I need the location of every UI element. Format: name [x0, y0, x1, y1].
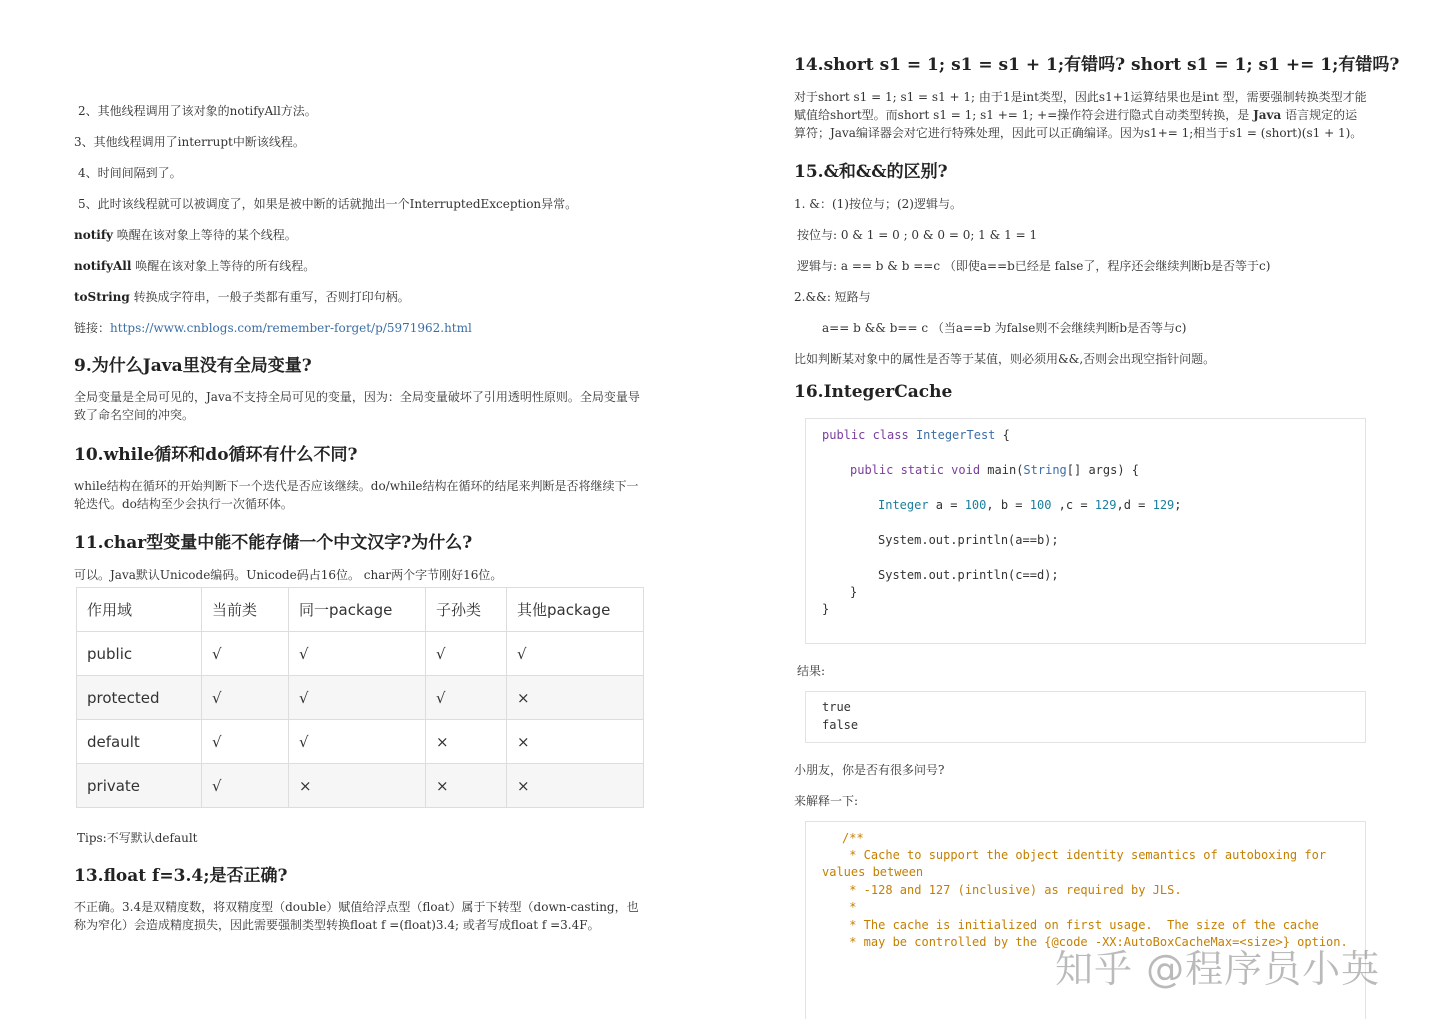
notifyall-desc: 唤醒在该对象上等待的所有线程。: [131, 259, 316, 273]
q14-body-bold: Java: [1253, 108, 1282, 122]
table-header-row: [77, 588, 644, 632]
code-line: System.out.println(a==b);: [878, 533, 1059, 547]
code-line: * Cache to support the object identity semantics of autoboxing for: [842, 848, 1327, 862]
table-header: 当前类: [202, 588, 289, 632]
code-line: * may be controlled by the {@code -XX:AutoBoxCacheMax=<size>} option.: [842, 935, 1348, 949]
explain-line: 来解释一下:: [794, 794, 859, 808]
table-header: 其他package: [507, 588, 644, 632]
tostring-term: toString: [74, 290, 130, 304]
table-cell: ×: [507, 720, 644, 764]
code-line: * -128 and 127 (inclusive) as required by JLS.: [842, 883, 1182, 897]
code-line: *: [842, 900, 857, 914]
result-label: 结果:: [797, 664, 826, 678]
notify-term: notify: [74, 228, 113, 242]
q16-title: 16.IntegerCache: [794, 382, 953, 402]
q14-body: [794, 88, 1369, 142]
table-cell: default: [77, 720, 202, 764]
q15-title: 15.&和&&的区别?: [794, 162, 948, 182]
table-header: 子孙类: [426, 588, 507, 632]
table-cell: √: [507, 632, 644, 676]
table-cell: √: [289, 720, 426, 764]
table-cell: √: [426, 632, 507, 676]
tips: Tips:不写默认default: [77, 831, 198, 845]
notify-desc: 唤醒在该对象上等待的某个线程。: [112, 228, 297, 242]
table-row: [77, 632, 644, 676]
link-label: 链接：: [74, 321, 111, 335]
q15-line: 逻辑与: a == b & b ==c （即使a==b已经是 false了，程序还会继续判断b是否等于c): [797, 259, 1271, 273]
table-cell: ×: [289, 764, 426, 808]
code-line: System.out.println(c==d);: [878, 568, 1059, 582]
access-modifier-table: [76, 587, 644, 808]
list-item: 5、此时该线程就可以被调度了，如果是被中断的话就抛出一个InterruptedException异常。: [78, 197, 578, 211]
table-cell: private: [77, 764, 202, 808]
q15-line: 2.&&: 短路与: [794, 290, 871, 304]
watermark: 知乎 @程序员小英: [1055, 947, 1381, 991]
q10-body: while结构在循环的开始判断下一个迭代是否应该继续。do/while结构在循环的结尾来判断是否将继续下一轮迭代。do结构至少会执行一次循环体。: [74, 479, 639, 511]
code-line: public static void main(String[] args) {: [850, 463, 1140, 477]
notifyall-line: [74, 257, 315, 274]
table-cell: ×: [507, 676, 644, 720]
table-cell: √: [289, 632, 426, 676]
code-line: }: [850, 585, 858, 599]
code-line: /**: [842, 831, 864, 845]
code-line: * The cache is initialized on first usage. The size of the cache: [842, 918, 1319, 932]
q11-body: 可以。Java默认Unicode编码。Unicode码占16位。 char两个字节刚好16位。: [74, 568, 503, 582]
question-line: 小朋友，你是否有很多问号?: [794, 763, 945, 777]
link-line: [74, 319, 472, 336]
table-row: [77, 764, 644, 808]
code-line: }: [822, 602, 830, 616]
list-item: 4、时间间隔到了。: [78, 166, 182, 180]
table-cell: √: [202, 632, 289, 676]
table-row: [77, 720, 644, 764]
q14-body-pre: 对于short s1 = 1; s1 = s1 + 1; 由于1是int类型，因此s1+1运算结果也是int 型，需要强制转换类型才能赋值给short型。而short s1 = 1; s1 += 1; +=操作符会进行隐式自动类型转换，是: [794, 90, 1367, 122]
list-item: 3、其他线程调用了interrupt中断该线程。: [74, 135, 305, 149]
table-cell: ×: [426, 764, 507, 808]
table-row: [77, 676, 644, 720]
table-cell: √: [202, 764, 289, 808]
q15-line: 按位与: 0 & 1 = 0 ; 0 & 0 = 0; 1 & 1 = 1: [797, 228, 1038, 242]
q15-line: 1. &：(1)按位与；(2)逻辑与。: [794, 197, 962, 211]
q11-title: 11.char型变量中能不能存储一个中文汉字?为什么?: [74, 533, 473, 553]
q15-line: a== b && b== c （当a==b 为false则不会继续判断b是否等与c): [822, 321, 1187, 335]
tostring-desc: 转换成字符串，一般子类都有重写，否则打印句柄。: [129, 290, 410, 304]
q14-title: 14.short s1 = 1; s1 = s1 + 1;有错吗? short s1 = 1; s1 += 1;有错吗?: [794, 55, 1400, 75]
q10-title: 10.while循环和do循环有什么不同?: [74, 445, 358, 465]
code-block-integertest: [805, 418, 1366, 644]
code-line: false: [822, 718, 859, 732]
table-cell: ×: [507, 764, 644, 808]
table-cell: √: [289, 676, 426, 720]
list-item: 2、其他线程调用了该对象的notifyAll方法。: [78, 104, 317, 118]
notifyall-term: notifyAll: [74, 259, 132, 273]
q9-body: 全局变量是全局可见的，Java不支持全局可见的变量，因为：全局变量破坏了引用透明性原则。全局变量导致了命名空间的冲突。: [74, 390, 640, 422]
code-line: true: [822, 700, 851, 714]
table-cell: protected: [77, 676, 202, 720]
code-block-result: [805, 691, 1366, 743]
table-cell: √: [202, 720, 289, 764]
q13-title: 13.float f=3.4;是否正确?: [74, 866, 288, 886]
table-cell: √: [202, 676, 289, 720]
table-cell: ×: [426, 720, 507, 764]
q13-body: 不正确。3.4是双精度数，将双精度型（double）赋值给浮点型（float）属于下转型（down-casting，也称为窄化）会造成精度损失，因此需要强制类型转换float f =(float)3.4; 或者写成float f =3.4F。: [74, 900, 639, 932]
table-header: 作用域: [77, 588, 202, 632]
q9-title: 9.为什么Java里没有全局变量?: [74, 356, 312, 376]
table-cell: √: [426, 676, 507, 720]
q14-body-post: 语言规定的运算符；Java编译器会对它进行特殊处理，因此可以正确编译。因为s1+= 1;相当于s1 = (short)(s1 + 1)。: [794, 108, 1363, 140]
notify-line: [74, 226, 297, 243]
code-line: values between: [822, 865, 924, 879]
code-line: Integer a = 100, b = 100 ,c = 129,d = 129;: [878, 498, 1182, 512]
table-cell: public: [77, 632, 202, 676]
table-header: 同一package: [289, 588, 426, 632]
tostring-line: [74, 288, 410, 305]
cnblogs-link[interactable]: https://www.cnblogs.com/remember-forget/p/5971962.html: [110, 321, 472, 335]
q15-line: 比如判断某对象中的属性是否等于某值，则必须用&&,否则会出现空指针问题。: [794, 352, 1216, 366]
code-line: public class IntegerTest {: [822, 428, 1010, 442]
